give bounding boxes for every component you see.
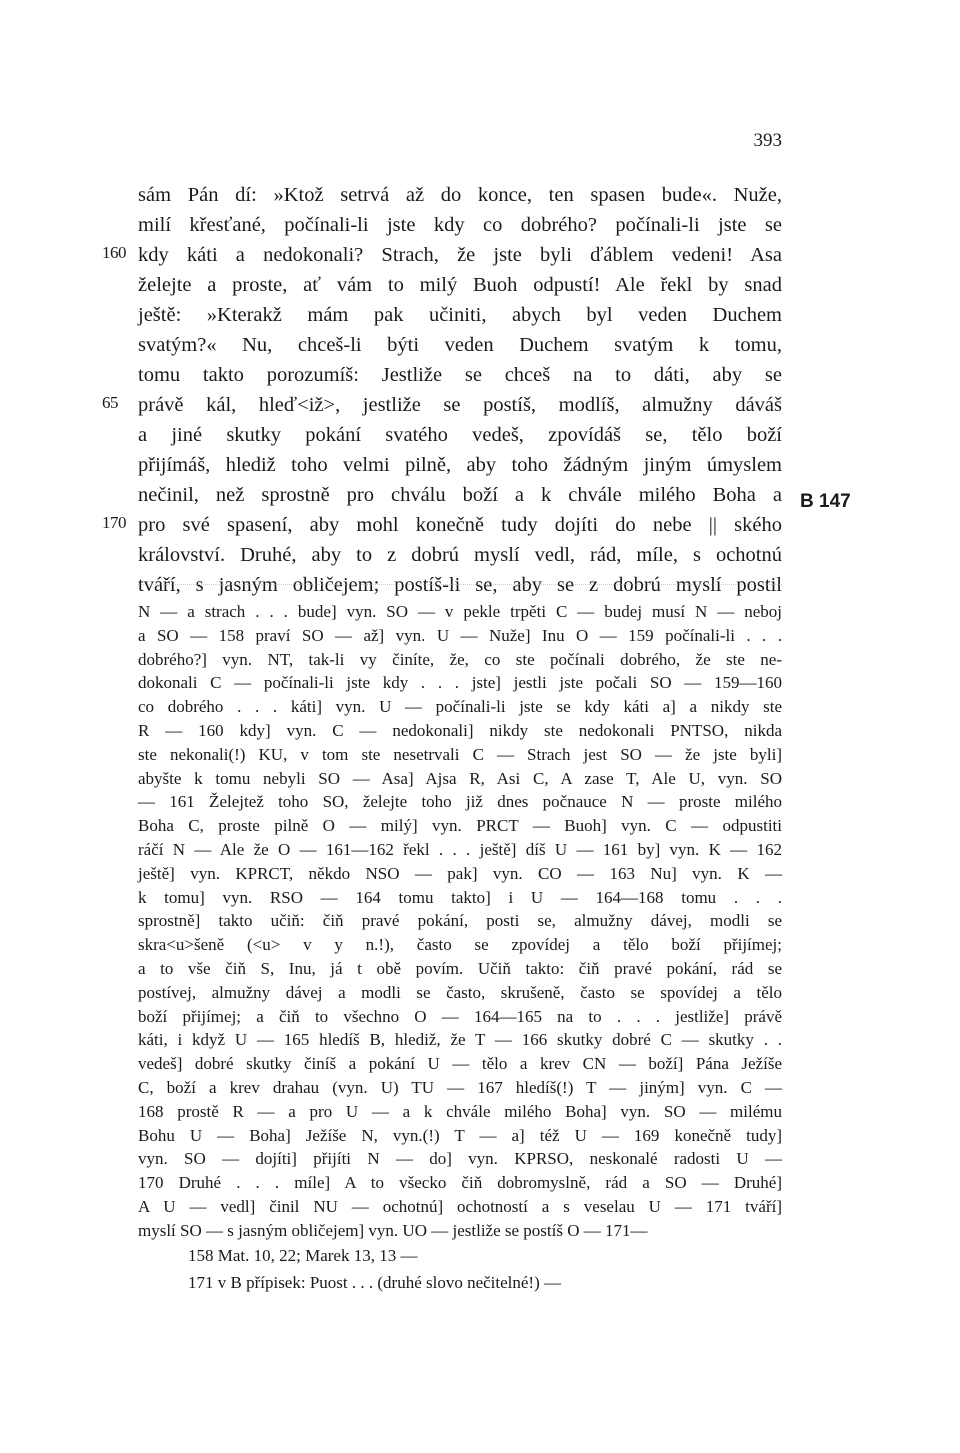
- main-line: milí křesťané, počínali-li jste kdy co dobrého? počínali-li jste se: [138, 214, 782, 236]
- apparatus-line: ste nekonali(!) KU, v tom ste nesetrvali C — Strach jest SO — že jste byli]: [138, 744, 782, 764]
- apparatus-line: — 161 Želejtež toho SO, želejte toho již dnes počnauce N — proste milého: [138, 792, 782, 812]
- apparatus-line: C, boží a krev drahau (vyn. U) TU — 167 hledíš(!) T — jiným] vyn. C —: [138, 1077, 782, 1097]
- apparatus-line: vyn. SO — dojíti] přijíti N — do] vyn. KPRSO, neskonalé radosti U —: [138, 1149, 782, 1169]
- apparatus-line: a to vše čiň S, Inu, já t obě povím. Učiň takto: čiň pravé pokání, rád se: [138, 958, 782, 978]
- main-line: želejte a proste, ať vám to milý Buoh odpustí! Ale řekl by snad: [138, 274, 782, 296]
- line-number-165: 65: [102, 393, 118, 412]
- main-line: království. Druhé, aby to z dobrú myslí vedl, rád, míle, s ochotnú: [138, 544, 782, 566]
- apparatus-line: Boha C, proste pilně O — milý] vyn. PRCT — Buoh] vyn. C — odpustiti: [138, 816, 782, 836]
- apparatus-line: N — a strach . . . bude] vyn. SO — v pekle trpěti C — budej musí N — neboj: [138, 602, 782, 621]
- main-line: svatým?« Nu, chceš-li býti veden Duchem svatým k tomu,: [138, 334, 782, 356]
- main-line: kdy káti a nedokonali? Strach, že jste byli ďáblem vedeni! Asa: [138, 244, 782, 266]
- main-text: [138, 180, 782, 600]
- apparatus-line: sprostně] takto učiň: čiň pravé pokání, posti se, almužny dávej, modli se: [138, 911, 782, 931]
- apparatus-line: ráčí N — Ale že O — 161—162 řekl . . . ještě] díš U — 161 by] vyn. K — 162: [138, 839, 782, 859]
- main-line: pro své spasení, aby mohl konečně tudy dojíti do nebe || ského: [138, 514, 782, 536]
- apparatus-line: a SO — 158 praví SO — až] vyn. U — Nuže] Inu O — 159 počínali-li . . .: [138, 625, 782, 645]
- footnote: 158 Mat. 10, 22; Marek 13, 13 —: [188, 1246, 418, 1265]
- apparatus-line: 168 prostě R — a pro U — a k chvále milého Boha] vyn. SO — milému: [138, 1101, 782, 1121]
- apparatus-line: myslí SO — s jasným obličejem] vyn. UO — jestliže se postíš O — 171—: [138, 1220, 648, 1240]
- footnote: 171 v B přípisek: Puost . . . (druhé slovo nečitelné!) —: [188, 1273, 562, 1292]
- apparatus-line: vedeš] dobré skutky činíš a pokání U — tělo a krev CN — boží] Pána Ježíše: [138, 1054, 782, 1074]
- apparatus-line: Bohu U — Boha] Ježíše N, vyn.(!) T — a] též U — 169 konečně tudy]: [138, 1125, 782, 1145]
- critical-apparatus: [138, 600, 782, 1243]
- apparatus-line: boží přijímej; a čiň to všechno O — 164—165 na to . . . jestliže] právě: [138, 1006, 782, 1026]
- apparatus-line: ještě] vyn. KPRCT, někdo NSO — pak] vyn. CO — 163 Nu] vyn. K —: [138, 863, 782, 883]
- apparatus-line: káti, i když U — 165 hledíš B, hlediž, že T — 166 skutky dobré C — skutky . .: [138, 1030, 782, 1050]
- line-number-170: 170: [102, 513, 126, 532]
- main-line: sám Pán dí: »Ktož setrvá až do konce, ten spasen bude«. Nuže,: [138, 184, 782, 206]
- main-line: tomu takto porozumíš: Jestliže se chceš na to dáti, aby se: [138, 364, 782, 386]
- page-number: 393: [753, 130, 782, 151]
- main-line: a jiné skutky pokání svatého vedeš, zpovídáš se, tělo boží: [138, 424, 782, 446]
- main-line: nečinil, než sprostně pro chválu boží a k chvále milého Boha a: [138, 484, 782, 506]
- apparatus-line: abyšte k tomu nebyli SO — Asa] Ajsa R, Asi C, A zase T, Ale U, vyn. SO: [138, 768, 782, 788]
- apparatus-line: k tomu] vyn. RSO — 164 tomu takto] i U — 164—168 tomu . . .: [138, 887, 782, 907]
- apparatus-line: dokonali C — počínali-li jste kdy . . . jste] jestli jste počali SO — 159—160: [138, 673, 782, 693]
- main-line: přijímáš, hlediž toho velmi pilně, aby toho žádným jiným úmyslem: [138, 454, 782, 476]
- main-line: tváří, s jasným obličejem; postíš-li se, aby se z dobrú myslí postil: [138, 574, 782, 596]
- apparatus-line: skra<u>šeně (<u> v y n.!), často se zpovídej a tělo boží přijímej;: [138, 935, 782, 955]
- footnotes: [188, 1242, 708, 1296]
- main-line: právě kál, hleď<iž>, jestliže se postíš, modlíš, almužny dáváš: [138, 394, 782, 416]
- main-line: ještě: »Kterakž mám pak učiniti, abych byl veden Duchem: [138, 304, 782, 326]
- line-number-160: 160: [102, 243, 126, 262]
- apparatus-line: R — 160 kdy] vyn. C — nedokonali] nikdy ste nedokonali PNTSO, nikda: [138, 720, 782, 740]
- apparatus-line: 170 Druhé . . . míle] A to všecko čiň dobromyslně, rád a SO — Druhé]: [138, 1173, 782, 1193]
- apparatus-line: postívej, almužny dávej a modli se často, skrušeně, často se spovídej a tělo: [138, 982, 782, 1002]
- side-reference: B 147: [800, 491, 851, 512]
- apparatus-line: co dobrého . . . káti] vyn. U — počínali-li jste se kdy káti a] a nikdy ste: [138, 697, 782, 717]
- apparatus-line: A U — vedl] činil NU — ochotnú] ochotností a s veselau U — 171 tváří]: [138, 1196, 782, 1216]
- apparatus-line: dobrého?] vyn. NT, tak-li vy činíte, že, co ste počínali dobrého, že ste ne-: [138, 649, 782, 669]
- separator-line: [138, 584, 782, 585]
